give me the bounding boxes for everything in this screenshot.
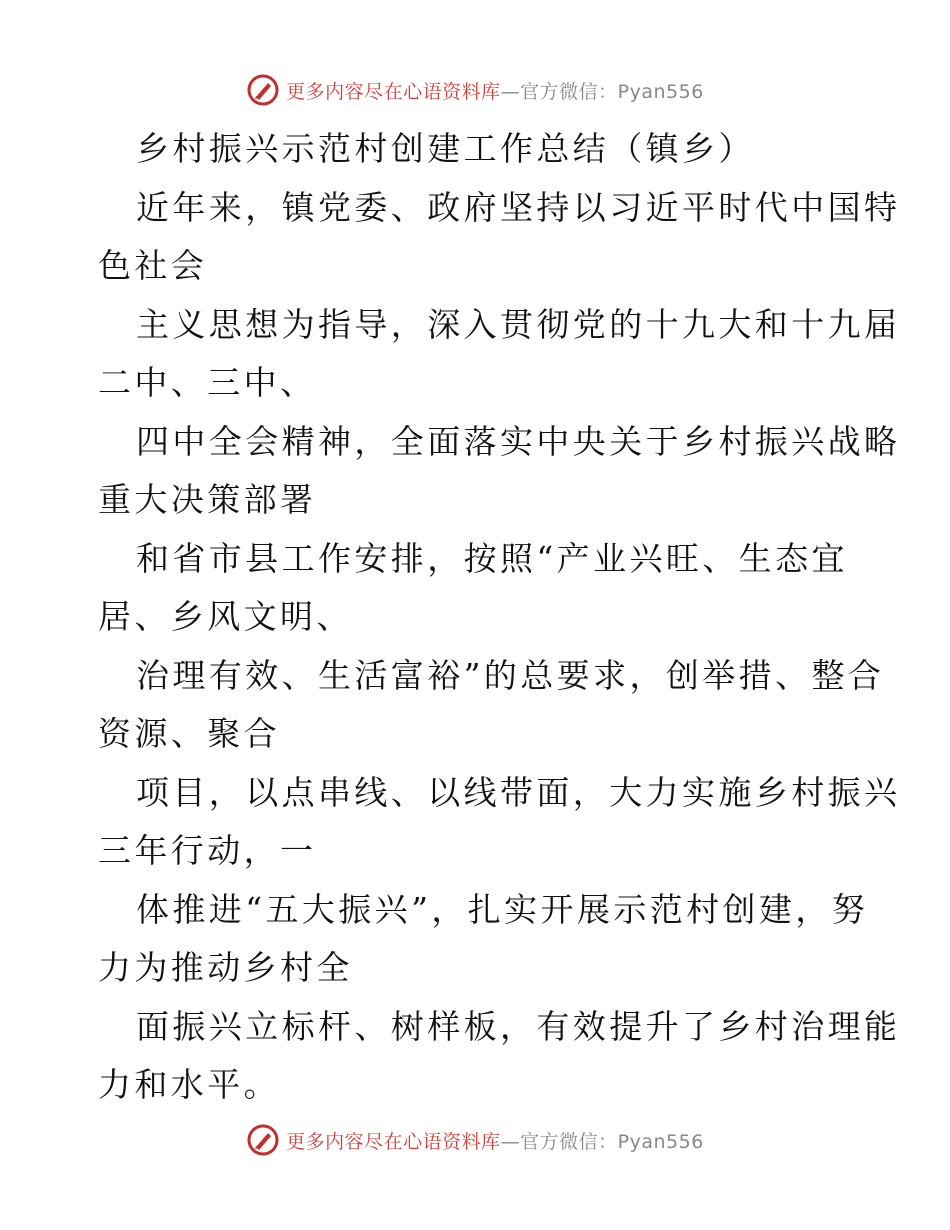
- paragraph-line: 体推进“五大振兴”，扎实开展示范村创建，努: [136, 889, 869, 929]
- paragraph-line: 资源、聚合: [98, 714, 280, 753]
- paragraph-line: 色社会: [98, 246, 208, 285]
- paragraph-line: 和省市县工作安排，按照“产业兴旺、生态宜: [136, 538, 848, 578]
- paragraph-line: 项目，以点串线、以线带面，大力实施乡村振兴: [136, 772, 901, 812]
- document-body: [98, 120, 901, 1115]
- footer-watermark: [0, 1120, 950, 1160]
- paragraph-line: 二中、三中、: [98, 363, 317, 402]
- watermark-prefix: 更多内容尽在心语资料库: [286, 1130, 501, 1153]
- paragraph-line: 治理有效、生活富裕”的总要求，创举措、整合: [136, 655, 885, 695]
- paragraph-line: 居、乡风文明、: [98, 597, 353, 636]
- paragraph-line: 力和水平。: [98, 1065, 280, 1104]
- watermark-suffix: —官方微信：Pyan556: [500, 1130, 704, 1153]
- paragraph-line: 乡村振兴示范村创建工作总结（镇乡）: [136, 129, 755, 168]
- paragraph-line: 三年行动，一: [98, 831, 317, 870]
- watermark-prefix: 更多内容尽在心语资料库: [286, 80, 501, 103]
- pen-seal-logo-icon: [246, 73, 280, 107]
- paragraph-line: 近年来，镇党委、政府坚持以习近平时代中国特: [136, 187, 901, 227]
- paragraph-line: 四中全会精神，全面落实中央关于乡村振兴战略: [136, 421, 901, 461]
- paragraph-line: 主义思想为指导，深入贯彻党的十九大和十九届: [136, 304, 901, 344]
- header-watermark: [0, 70, 950, 110]
- paragraph-line: 力为推动乡村全: [98, 948, 353, 987]
- paragraph-line: 重大决策部署: [98, 480, 317, 519]
- watermark-suffix: —官方微信：Pyan556: [500, 80, 704, 103]
- paragraph-line: 面振兴立标杆、树样板，有效提升了乡村治理能: [136, 1006, 901, 1046]
- pen-seal-logo-icon: [246, 1123, 280, 1157]
